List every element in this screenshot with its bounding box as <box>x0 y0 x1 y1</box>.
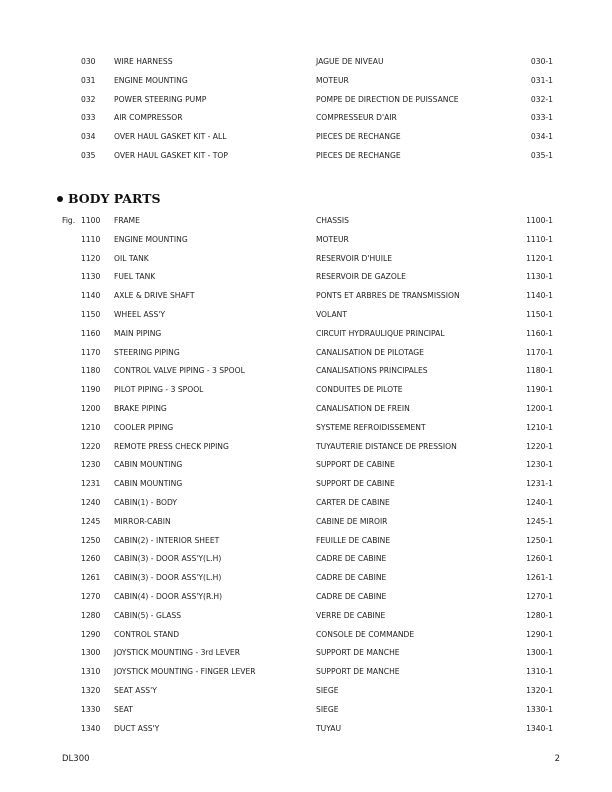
section-title: BODY PARTS <box>68 191 161 206</box>
page-ref: 1340-1 <box>526 724 553 733</box>
part-code: 1160 <box>81 329 101 338</box>
list-item <box>0 108 612 127</box>
page-ref: 1310-1 <box>526 667 553 676</box>
part-code: 1170 <box>81 348 101 357</box>
part-code: 1200 <box>81 404 101 413</box>
list-item <box>0 286 612 305</box>
fig-label: Fig. <box>62 216 76 225</box>
page-ref: 1330-1 <box>526 705 553 714</box>
part-name-fr: TUYAUTERIE DISTANCE DE PRESSION <box>316 442 457 451</box>
page-ref: 1231-1 <box>526 479 553 488</box>
page-ref: 1230-1 <box>526 460 553 469</box>
part-name-fr: SUPPORT DE CABINE <box>316 479 395 488</box>
part-name-en: CONTROL VALVE PIPING - 3 SPOOL <box>114 366 245 375</box>
part-name-fr: SUPPORT DE CABINE <box>316 460 395 469</box>
page-ref: 1250-1 <box>526 536 553 545</box>
page-ref: 1260-1 <box>526 554 553 563</box>
part-name-fr: PONTS ET ARBRES DE TRANSMISSION <box>316 291 460 300</box>
page-ref: 1300-1 <box>526 648 553 657</box>
page-ref: 1210-1 <box>526 423 553 432</box>
list-item <box>0 568 612 587</box>
part-name-en: SEAT ASS'Y <box>114 686 157 695</box>
part-name-fr: TUYAU <box>316 724 341 733</box>
list-item <box>0 146 612 165</box>
page-ref: 1220-1 <box>526 442 553 451</box>
list-item <box>0 267 612 286</box>
list-item <box>0 399 612 418</box>
part-name-fr: RESERVOIR D'HUILE <box>316 254 392 263</box>
list-item <box>0 230 612 249</box>
part-name-en: CABIN(3) - DOOR ASS'Y(L.H) <box>114 554 222 563</box>
list-item <box>0 700 612 719</box>
part-name-fr: SUPPORT DE MANCHE <box>316 667 400 676</box>
footer-model: DL300 <box>62 754 90 764</box>
part-name-fr: CANALISATIONS PRINCIPALES <box>316 366 428 375</box>
part-name-en: COOLER PIPING <box>114 423 174 432</box>
part-name-en: CABIN(1) - BODY <box>114 498 178 507</box>
part-name-en: ENGINE MOUNTING <box>114 76 188 85</box>
part-name-en: CABIN MOUNTING <box>114 460 183 469</box>
part-name-fr: CABINE DE MIROIR <box>316 517 388 526</box>
part-name-fr: COMPRESSEUR D'AIR <box>316 113 397 122</box>
list-item <box>0 455 612 474</box>
part-name-fr: CARTER DE CABINE <box>316 498 390 507</box>
list-item <box>0 249 612 268</box>
part-name-en: SEAT <box>114 705 133 714</box>
list-item <box>0 211 612 230</box>
list-item <box>0 52 612 71</box>
page-ref: 1150-1 <box>526 310 553 319</box>
part-name-en: DUCT ASS'Y <box>114 724 160 733</box>
part-code: 1340 <box>81 724 101 733</box>
part-code: 1261 <box>81 573 101 582</box>
list-item <box>0 662 612 681</box>
part-name-fr: VERRE DE CABINE <box>316 611 386 620</box>
list-item <box>0 71 612 90</box>
part-code: 1230 <box>81 460 101 469</box>
part-code: 035 <box>81 151 96 160</box>
section-heading <box>57 189 161 209</box>
list-item <box>0 587 612 606</box>
list-item <box>0 719 612 738</box>
part-name-fr: CANALISATION DE FREIN <box>316 404 410 413</box>
list-item <box>0 361 612 380</box>
part-code: 1245 <box>81 517 101 526</box>
page-ref: 031-1 <box>530 76 553 85</box>
part-name-en: CABIN(5) - GLASS <box>114 611 182 620</box>
part-name-en: MIRROR-CABIN <box>114 517 171 526</box>
part-name-en: JOYSTICK MOUNTING - 3rd LEVER <box>114 648 240 657</box>
list-item <box>0 418 612 437</box>
part-code: 1330 <box>81 705 101 714</box>
page-ref: 1110-1 <box>526 235 553 244</box>
part-name-en: FRAME <box>114 216 140 225</box>
list-item <box>0 606 612 625</box>
footer-page-number: 2 <box>554 754 560 764</box>
part-code: 1110 <box>81 235 101 244</box>
list-item <box>0 437 612 456</box>
page-ref: 1261-1 <box>526 573 553 582</box>
part-name-fr: FEUILLE DE CABINE <box>316 536 391 545</box>
page-ref: 1320-1 <box>526 686 553 695</box>
page-ref: 034-1 <box>530 132 553 141</box>
part-name-fr: CADRE DE CABINE <box>316 554 387 563</box>
part-name-en: OIL TANK <box>114 254 149 263</box>
part-code: 031 <box>81 76 96 85</box>
page-ref: 1280-1 <box>526 611 553 620</box>
part-code: 1320 <box>81 686 101 695</box>
part-name-fr: MOTEUR <box>316 76 349 85</box>
part-code: 1220 <box>81 442 101 451</box>
part-code: 1260 <box>81 554 101 563</box>
part-code: 1250 <box>81 536 101 545</box>
part-name-fr: PIECES DE RECHANGE <box>316 132 401 141</box>
part-code: 1280 <box>81 611 101 620</box>
part-code: 1150 <box>81 310 101 319</box>
part-name-en: AIR COMPRESSOR <box>114 113 183 122</box>
bullet-icon <box>57 196 63 202</box>
list-item <box>0 512 612 531</box>
part-name-en: CONTROL STAND <box>114 630 180 639</box>
part-name-fr: SIEGE <box>316 686 339 695</box>
part-name-en: WHEEL ASS'Y <box>114 310 166 319</box>
list-item <box>0 324 612 343</box>
page-ref: 1240-1 <box>526 498 553 507</box>
page-ref: 1200-1 <box>526 404 553 413</box>
part-code: 1290 <box>81 630 101 639</box>
part-code: 1190 <box>81 385 101 394</box>
part-name-en: POWER STEERING PUMP <box>114 95 207 104</box>
part-name-fr: MOTEUR <box>316 235 349 244</box>
part-code: 1231 <box>81 479 101 488</box>
part-code: 1100 <box>81 216 101 225</box>
part-code: 033 <box>81 113 96 122</box>
list-item <box>0 90 612 109</box>
part-name-fr: PIECES DE RECHANGE <box>316 151 401 160</box>
page-ref: 1120-1 <box>526 254 553 263</box>
part-name-fr: POMPE DE DIRECTION DE PUISSANCE <box>316 95 459 104</box>
part-name-en: JOYSTICK MOUNTING - FINGER LEVER <box>114 667 256 676</box>
page-ref: 1170-1 <box>526 348 553 357</box>
page-ref: 033-1 <box>530 113 553 122</box>
part-name-fr: SIEGE <box>316 705 339 714</box>
list-item <box>0 127 612 146</box>
part-name-fr: CADRE DE CABINE <box>316 573 387 582</box>
part-code: 1310 <box>81 667 101 676</box>
part-name-en: AXLE & DRIVE SHAFT <box>114 291 195 300</box>
part-code: 1140 <box>81 291 101 300</box>
part-name-en: ENGINE MOUNTING <box>114 235 188 244</box>
part-name-en: REMOTE PRESS CHECK PIPING <box>114 442 229 451</box>
page-ref: 1140-1 <box>526 291 553 300</box>
part-name-fr: CANALISATION DE PILOTAGE <box>316 348 424 357</box>
page-ref: 1245-1 <box>526 517 553 526</box>
page-ref: 1290-1 <box>526 630 553 639</box>
part-name-fr: VOLANT <box>316 310 347 319</box>
part-code: 1270 <box>81 592 101 601</box>
page-ref: 1100-1 <box>526 216 553 225</box>
part-code: 1120 <box>81 254 101 263</box>
part-name-en: MAIN PIPING <box>114 329 162 338</box>
list-item <box>0 681 612 700</box>
list-item <box>0 531 612 550</box>
part-code: 1240 <box>81 498 101 507</box>
list-item <box>0 474 612 493</box>
list-item <box>0 625 612 644</box>
part-code: 1210 <box>81 423 101 432</box>
part-name-fr: SUPPORT DE MANCHE <box>316 648 400 657</box>
part-name-en: FUEL TANK <box>114 272 156 281</box>
page-ref: 1130-1 <box>526 272 553 281</box>
page-ref: 1270-1 <box>526 592 553 601</box>
list-item <box>0 643 612 662</box>
page-ref: 032-1 <box>530 95 553 104</box>
part-code: 032 <box>81 95 96 104</box>
page-ref: 1190-1 <box>526 385 553 394</box>
part-name-en: BRAKE PIPING <box>114 404 167 413</box>
part-name-fr: CIRCUIT HYDRAULIQUE PRINCIPAL <box>316 329 445 338</box>
part-code: 030 <box>81 57 96 66</box>
part-name-fr: CADRE DE CABINE <box>316 592 387 601</box>
list-item <box>0 493 612 512</box>
list-item <box>0 305 612 324</box>
part-name-en: CABIN(2) - INTERIOR SHEET <box>114 536 220 545</box>
list-item <box>0 549 612 568</box>
part-name-en: CABIN(3) - DOOR ASS'Y(L.H) <box>114 573 222 582</box>
part-name-fr: SYSTEME REFROIDISSEMENT <box>316 423 426 432</box>
part-name-en: STEERING PIPING <box>114 348 180 357</box>
part-code: 1300 <box>81 648 101 657</box>
part-name-fr: CONDUITES DE PILOTE <box>316 385 403 394</box>
part-code: 1180 <box>81 366 101 375</box>
part-code: 034 <box>81 132 96 141</box>
part-code: 1130 <box>81 272 101 281</box>
part-name-en: PILOT PIPING - 3 SPOOL <box>114 385 204 394</box>
list-item <box>0 343 612 362</box>
part-name-fr: RESERVOIR DE GAZOLE <box>316 272 406 281</box>
part-name-en: OVER HAUL GASKET KIT - TOP <box>114 151 228 160</box>
part-name-fr: CHASSIS <box>316 216 349 225</box>
page-ref: 1180-1 <box>526 366 553 375</box>
part-name-en: CABIN MOUNTING <box>114 479 183 488</box>
part-name-fr: CONSOLE DE COMMANDE <box>316 630 415 639</box>
part-name-en: CABIN(4) - DOOR ASS'Y(R.H) <box>114 592 223 601</box>
list-item <box>0 380 612 399</box>
page-ref: 030-1 <box>530 57 553 66</box>
page-ref: 035-1 <box>530 151 553 160</box>
part-name-en: OVER HAUL GASKET KIT - ALL <box>114 132 227 141</box>
page-ref: 1160-1 <box>526 329 553 338</box>
part-name-fr: JAGUE DE NIVEAU <box>316 57 384 66</box>
part-name-en: WIRE HARNESS <box>114 57 173 66</box>
